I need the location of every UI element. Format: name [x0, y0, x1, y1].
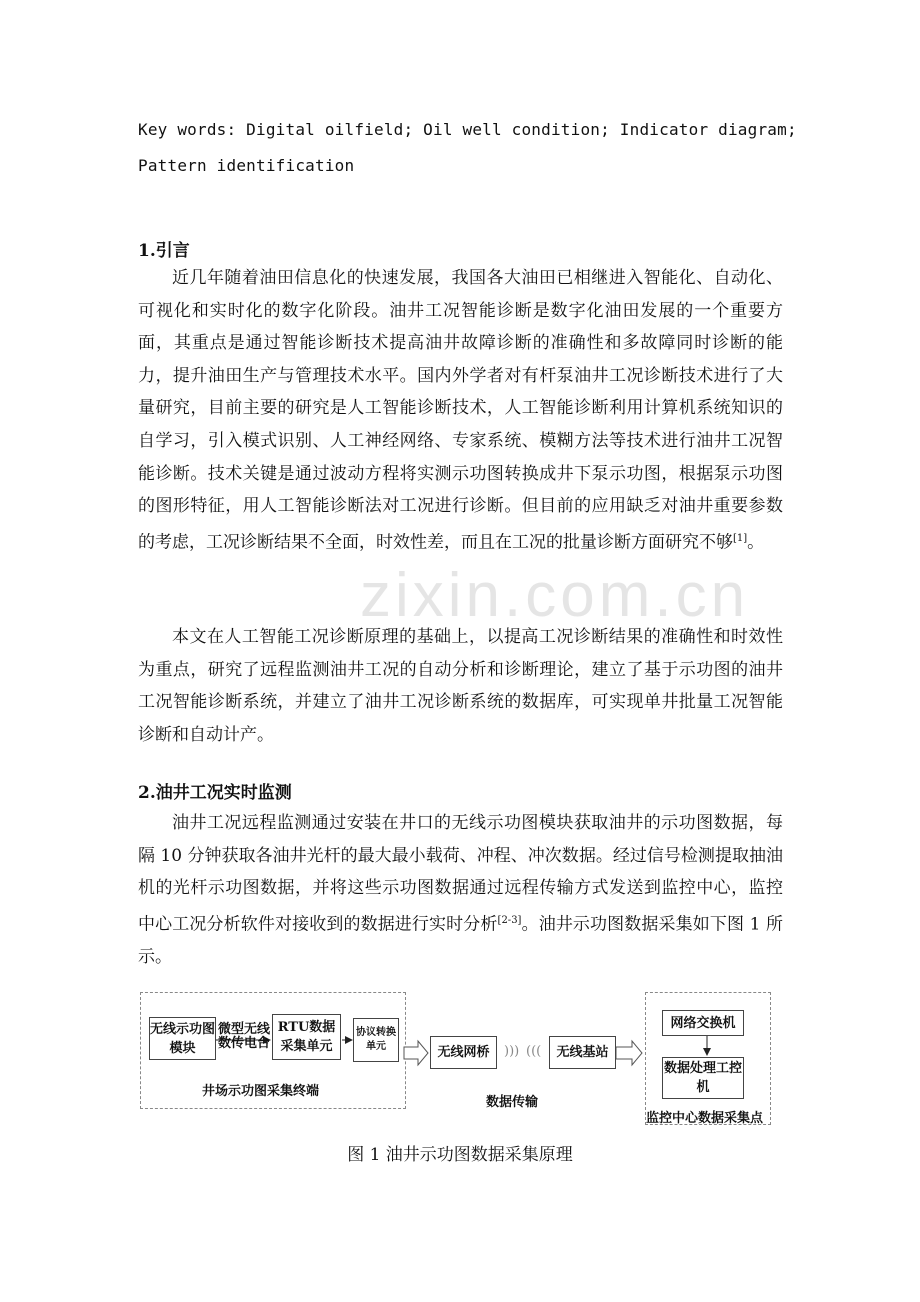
section-2-heading: 2.油井工况实时监测	[138, 783, 292, 803]
paragraph-text: 油井工况远程监测通过安装在井口的无线示功图模块获取油井的示功图数据，每隔 10 分钟获取各油井光杆的最大最小载荷、冲程、冲次数据。经过信号检测提取抽油机的光杆示功图数据，并将这些示功图数据通过远程传输方式发送到监控中心，监控中心工况分析软件对接收到的数据进行实时分析	[138, 813, 783, 935]
paragraph-end: 。	[747, 532, 765, 553]
hollow-arrow-to-bridge	[404, 1041, 428, 1065]
signal-waves-left: )))	[504, 1044, 520, 1059]
protocol-converter-box: 协议转换单元	[353, 1018, 399, 1062]
wireless-bridge-box: 无线网桥	[430, 1036, 497, 1069]
network-switch-box: 网络交换机	[662, 1010, 744, 1036]
rtu-unit-box: RTU数据采集单元	[272, 1014, 341, 1060]
keywords-line-1: Key words: Digital oilfield; Oil well condition; Indicator diagram;	[138, 120, 797, 139]
citation: [1]	[733, 532, 748, 544]
monitoring-center-label: 监控中心数据采集点	[646, 1111, 764, 1126]
section-1-paragraph-2: 本文在人工智能工况诊断原理的基础上，以提高工况诊断结果的准确性和时效性为重点，研究了远程监测油井工况的自动分析和诊断理论，建立了基于示功图的油井工况智能诊断系统，并建立了油井工况诊断系统的数据库，可实现单井批量工况智能诊断和自动计产。	[138, 627, 783, 745]
watermark: zixin.com.cn	[360, 561, 750, 630]
data-processing-pc-box: 数据处理工控机	[662, 1057, 744, 1099]
section-2-paragraph-1	[138, 807, 783, 974]
section-1-heading: 1.引言	[138, 241, 190, 261]
signal-waves-right: (((	[526, 1044, 542, 1059]
wireless-base-station-box: 无线基站	[549, 1036, 616, 1069]
collection-terminal-label: 井场示功图采集终端	[202, 1084, 320, 1099]
data-transmission-label: 数据传输	[486, 1095, 539, 1110]
radio-label: 微型无线数传电台	[218, 1022, 271, 1051]
wireless-indicator-module-box: 无线示功图模块	[149, 1017, 216, 1060]
figure-caption: 图 1 油井示功图数据采集原理	[347, 1145, 573, 1165]
paragraph-end: 。油井示功图数据采集如下图 1 所示。	[138, 914, 784, 968]
keywords-line-2: Pattern identification	[138, 156, 355, 175]
paragraph-text: 近几年随着油田信息化的快速发展，我国各大油田已相继进入智能化、自动化、可视化和实时化的数字化阶段。油井工况智能诊断是数字化油田发展的一个重要方面，其重点是通过智能诊断技术提高油井故障诊断的准确性和多故障同时诊断的能力，提升油田生产与管理技术水平。国内外学者对有杆泵油井工况诊断技术进行了大量研究，目前主要的研究是人工智能诊断技术，人工智能诊断利用计算机系统知识的自学习，引入模式识别、人工神经网络、专家系统、模糊方法等技术进行油井工况智能诊断。技术关键是通过波动方程将实测示功图转换成井下泵示功图，根据泵示功图的图形特征，用人工智能诊断法对工况进行诊断。但目前的应用缺乏对油井重要参数的考虑，工况诊断结果不全面，时效性差，而且在工况的批量诊断方面研究不够	[138, 268, 783, 553]
hollow-arrow-to-center	[616, 1041, 642, 1065]
citation: [2-3]	[497, 914, 522, 926]
section-1-paragraph-1	[138, 262, 783, 559]
